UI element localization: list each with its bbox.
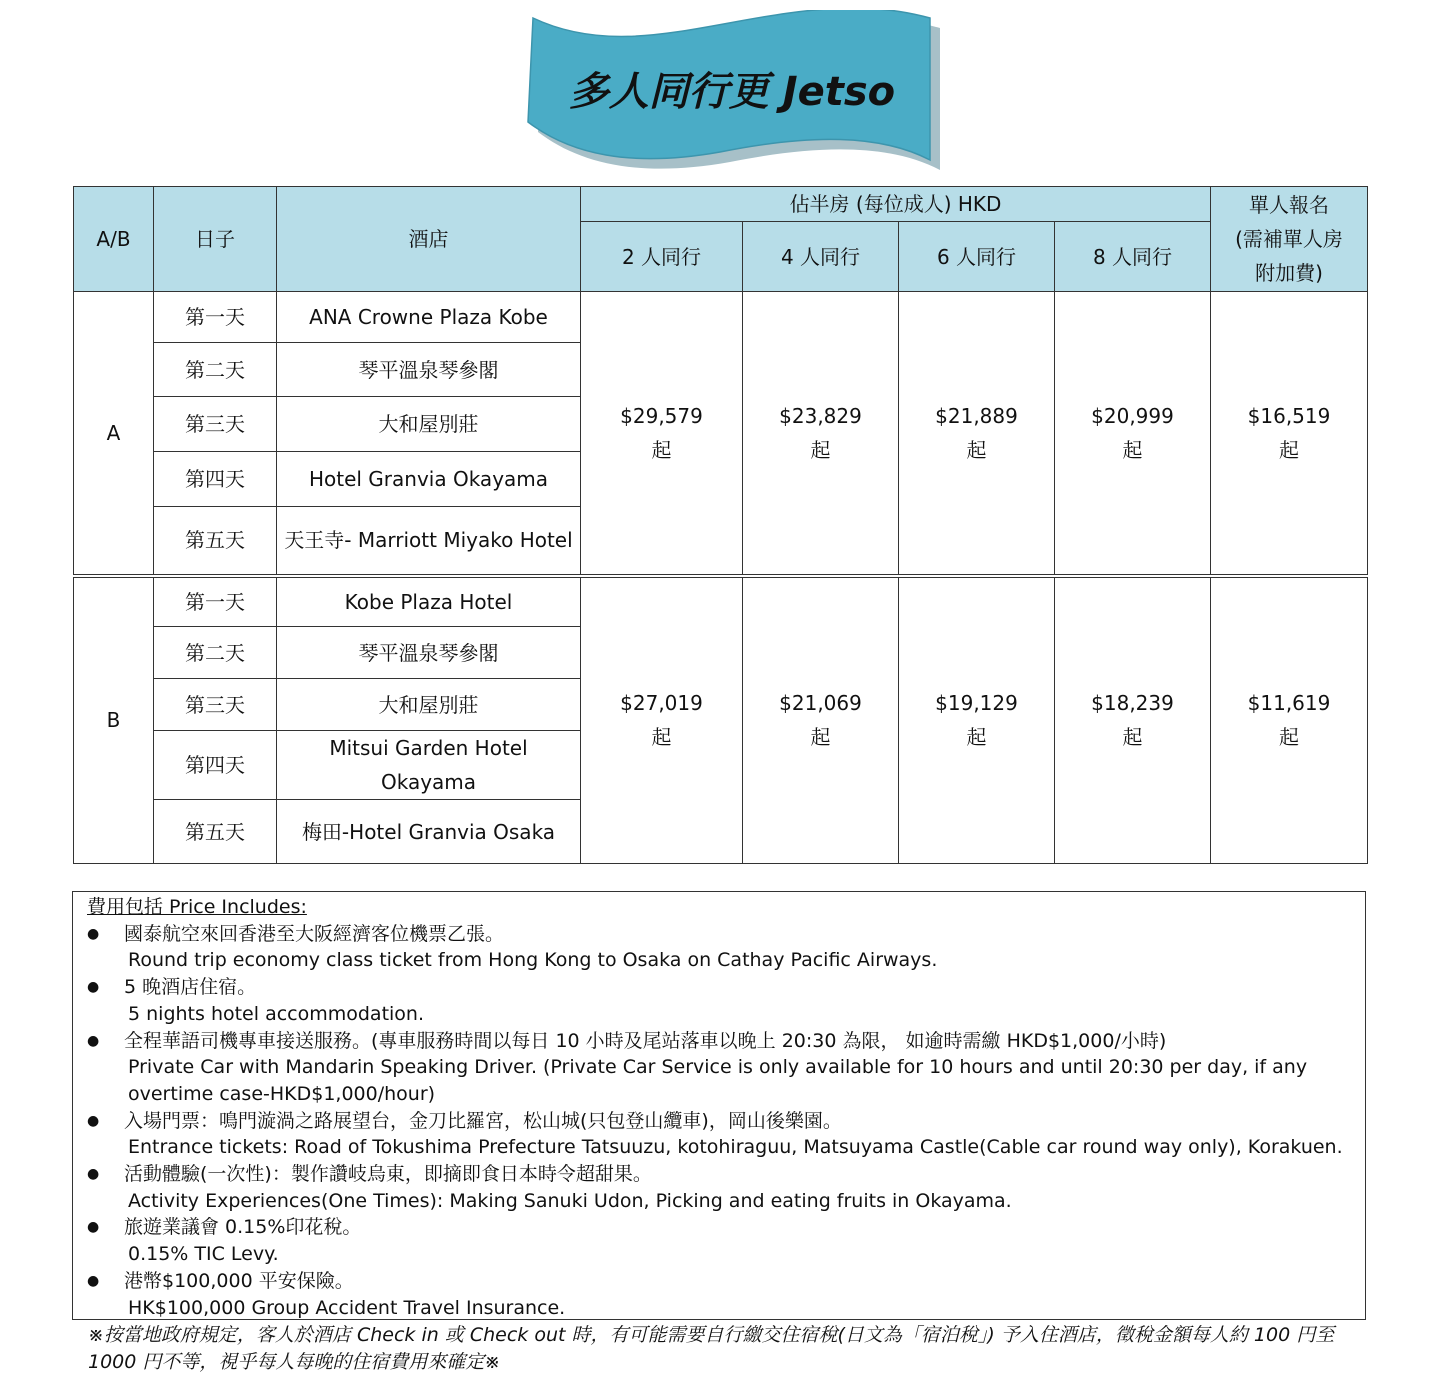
item-zh: 國泰航空來回香港至大阪經濟客位機票乙張。: [124, 922, 505, 945]
price-value: $16,519: [1247, 403, 1331, 428]
header-single: 單人報名 (需補單人房 附加費): [1211, 187, 1368, 292]
price-value: $19,129: [935, 691, 1018, 716]
header-col-8: 8 人同行: [1055, 222, 1211, 292]
header-ab: A/B: [74, 187, 154, 292]
price-cell: [899, 292, 1055, 576]
price-cell: [743, 292, 899, 576]
item-zh: 5 晚酒店住宿。: [124, 976, 257, 999]
price-value: $23,829: [779, 403, 862, 428]
price-cell: [1055, 292, 1211, 576]
header-twin-share: 佔半房 (每位成人) HKD: [581, 187, 1211, 222]
item-zh: 港幣$100,000 平安保險。: [124, 1269, 354, 1292]
group-letter: A: [74, 292, 154, 576]
list-item: [87, 1028, 1351, 1108]
bullet-icon: ●: [87, 1032, 100, 1049]
price-suffix: 起: [651, 725, 672, 750]
bullet-icon: ●: [87, 1112, 100, 1129]
item-en: Activity Experiences(One Times): Making Sanuki Udon, Picking and eating fruits in Okayama.: [128, 1189, 1012, 1212]
item-zh: 全程華語司機專車接送服務。(專車服務時間以每日 10 小時及尾站落車以晚上 20:30 為限， 如逾時需繳 HKD$1,000/小時): [124, 1029, 1167, 1052]
price-cell: [1211, 292, 1368, 576]
list-item: [87, 1161, 1351, 1214]
item-zh: 入場門票：鳴門漩渦之路展望台，金刀比羅宮，松山城(只包登山纜車)，岡山後樂園。: [124, 1109, 842, 1132]
item-en: 5 nights hotel accommodation.: [128, 1002, 425, 1025]
price-value: $27,019: [620, 691, 703, 716]
hotel-cell: ANA Crowne Plaza Kobe: [277, 292, 581, 343]
item-zh: 旅遊業議會 0.15%印花稅。: [124, 1216, 362, 1239]
table-row: [74, 576, 1368, 627]
price-suffix: 起: [1279, 725, 1299, 750]
header-col-4: 4 人同行: [743, 222, 899, 292]
price-suffix: 起: [1122, 437, 1143, 462]
item-en: Round trip economy class ticket from Hong Kong to Osaka on Cathay Pacific Airways.: [128, 949, 938, 972]
price-value: $21,889: [935, 403, 1018, 428]
price-cell: [899, 576, 1055, 864]
bullet-icon: ●: [87, 979, 100, 996]
hotel-cell: Mitsui Garden Hotel Okayama: [277, 731, 581, 800]
day-cell: 第五天: [154, 800, 277, 864]
hotel-cell: 琴平溫泉琴參閣: [277, 343, 581, 397]
hotel-cell: 天王寺- Marriott Miyako Hotel: [277, 507, 581, 576]
includes-heading: 費用包括 Price Includes:: [87, 896, 307, 918]
tax-footnote: ※按當地政府規定，客人於酒店 Check in 或 Check out 時，有可能需要自行繳交住宿稅(日文為「宿泊稅」) 予入住酒店，徵稅金額每人約 100 円至 1000 円不等，視乎每人每晚的住宿費用來確定※: [88, 1324, 1335, 1373]
day-cell: 第三天: [154, 679, 277, 731]
hotel-cell: 梅田-Hotel Granvia Osaka: [277, 800, 581, 864]
price-suffix: 起: [1122, 725, 1143, 750]
group-letter: B: [74, 576, 154, 864]
bullet-icon: ●: [87, 1272, 100, 1289]
day-cell: 第一天: [154, 576, 277, 627]
hotel-cell: 大和屋別莊: [277, 679, 581, 731]
hotel-cell: 大和屋別莊: [277, 397, 581, 452]
day-cell: 第二天: [154, 343, 277, 397]
list-item: [87, 1214, 1351, 1267]
header-day: 日子: [154, 187, 277, 292]
price-suffix: 起: [810, 437, 831, 462]
item-en: 0.15% TIC Levy.: [128, 1243, 279, 1266]
table-row: [74, 292, 1368, 343]
header-col-2: 2 人同行: [581, 222, 743, 292]
price-cell: [743, 576, 899, 864]
hotel-cell: Hotel Granvia Okayama: [277, 452, 581, 507]
bullet-icon: ●: [87, 925, 100, 942]
item-zh: 活動體驗(一次性)：製作讚岐烏東，即摘即食日本時令超甜果。: [124, 1163, 652, 1186]
bullet-icon: ●: [87, 1166, 100, 1183]
item-en: Private Car with Mandarin Speaking Driver. (Private Car Service is only available for 10 hours and until 20:30 per day, if any overtime case-HKD$1,000/hour): [128, 1056, 1308, 1105]
price-suffix: 起: [966, 437, 987, 462]
hotel-cell: Kobe Plaza Hotel: [277, 576, 581, 627]
day-cell: 第四天: [154, 731, 277, 800]
price-value: $18,239: [1091, 691, 1174, 716]
price-suffix: 起: [966, 725, 987, 750]
day-cell: 第五天: [154, 507, 277, 576]
price-value: $20,999: [1091, 403, 1174, 428]
header-col-6: 6 人同行: [899, 222, 1055, 292]
list-item: [87, 1108, 1351, 1161]
price-value: $29,579: [620, 403, 703, 428]
bullet-icon: ●: [87, 1219, 100, 1236]
price-cell: [581, 292, 743, 576]
list-item: [87, 974, 1351, 1027]
price-suffix: 起: [810, 725, 831, 750]
price-value: $11,619: [1247, 691, 1331, 716]
banner-title: 多人同行更 Jetso: [568, 69, 896, 115]
day-cell: 第一天: [154, 292, 277, 343]
price-table: [73, 186, 1368, 864]
day-cell: 第三天: [154, 397, 277, 452]
price-cell: [581, 576, 743, 864]
item-en: Entrance tickets: Road of Tokushima Prefecture Tatsuuzu, kotohiraguu, Matsuyama Castle(Cable car round way only), Korakuen.: [128, 1136, 1343, 1159]
day-cell: 第二天: [154, 627, 277, 679]
price-value: $21,069: [779, 691, 862, 716]
list-item: [87, 1268, 1351, 1321]
price-suffix: 起: [1279, 437, 1299, 462]
day-cell: 第四天: [154, 452, 277, 507]
list-item: [87, 921, 1351, 974]
header-hotel: 酒店: [277, 187, 581, 292]
hotel-cell: 琴平溫泉琴參閣: [277, 627, 581, 679]
price-suffix: 起: [651, 437, 672, 462]
price-includes-box: [72, 891, 1366, 1320]
item-en: HK$100,000 Group Accident Travel Insurance.: [128, 1296, 566, 1319]
price-cell: [1211, 576, 1368, 864]
price-cell: [1055, 576, 1211, 864]
